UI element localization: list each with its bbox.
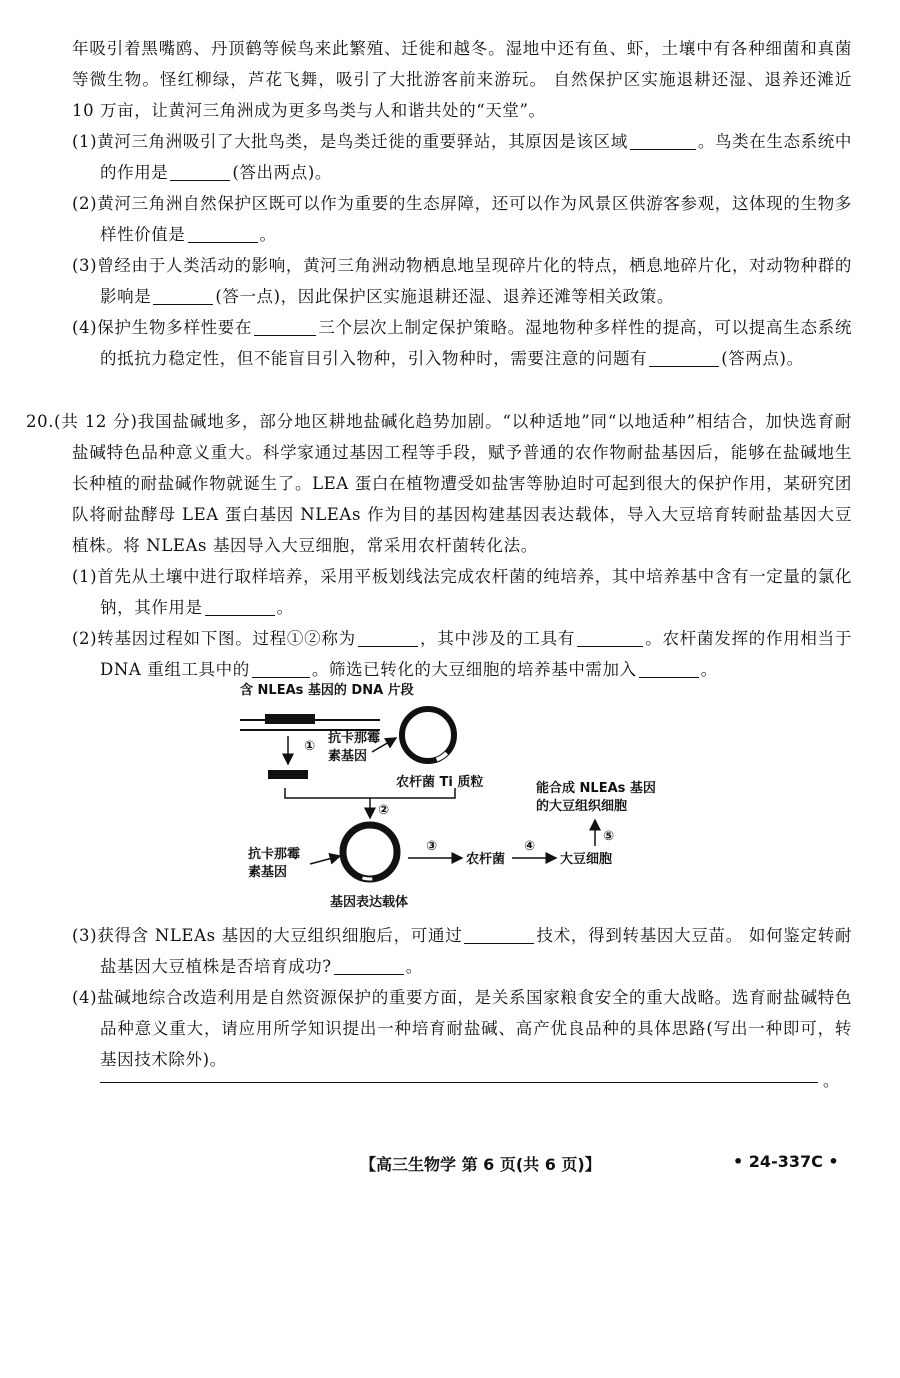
q19-sub4 <box>72 312 852 374</box>
answer-blank[interactable] <box>205 598 275 616</box>
q19-sub1-text-a: (1)黄河三角洲吸引了大批鸟类，是鸟类迁徙的重要驿站，其原因是该区域 <box>72 132 628 151</box>
q20-sub2-text-c: 。农杆菌发挥的作用相当于 DNA 重组工具中的 <box>100 629 852 679</box>
footer-page-info: 【高三生物学 第 6 页(共 6 页)】 <box>360 1155 601 1174</box>
q20-stem <box>26 406 852 561</box>
step4-marker: ④ <box>524 839 536 854</box>
q19-sub4-text-a: (4)保护生物多样性要在 <box>72 318 253 337</box>
answer-blank[interactable] <box>170 163 230 181</box>
expression-vector-icon <box>343 825 397 879</box>
answer-blank[interactable] <box>153 287 213 305</box>
agrobacterium-label: 农杆菌 <box>466 852 506 867</box>
step5-marker: ⑤ <box>603 829 615 844</box>
answer-blank[interactable] <box>188 225 258 243</box>
q19-sub1 <box>72 126 852 188</box>
answer-blank[interactable] <box>358 629 418 647</box>
q20-stem-text: 20.(共 12 分)我国盐碱地多，部分地区耕地盐碱化趋势加剧。“以种适地”同“以地适种”相结合，加快选育耐盐碱特色品种意义重大。科学家通过基因工程等手段，赋予普通的农作物耐盐基因后，能够在盐碱地生长种植的耐盐碱作物就诞生了。LEA 蛋白在植物遭受如盐害等胁迫时可起到很大的保护作用，某研究团队将耐盐酵母 LEA 蛋白基因 NLEAs 作为目的基因构建基因表达载体，导入大豆培育转耐盐基因大豆植株。将 NLEAs 基因导入大豆细胞，常采用农杆菌转化法。 <box>26 412 852 555</box>
step3-marker: ③ <box>426 839 438 854</box>
answer-blank[interactable] <box>252 660 310 678</box>
intro-text: 年吸引着黑嘴鸥、丹顶鹤等候鸟来此繁殖、迁徙和越冬。湿地中还有鱼、虾，土壤中有各种细菌和真菌等微生物。怪红柳绿，芦花飞舞，吸引了大批游客前来游玩。 自然保护区实施退耕还湿、退养还滩近 10 万亩，让黄河三角洲成为更多鸟类与人和谐共处的“天堂”。 <box>72 39 852 120</box>
q20-sub4 <box>72 982 852 1075</box>
q20-sub1-text-a: (1)首先从土壤中进行取样培养，采用平板划线法完成农杆菌的纯培养，其中培养基中含有一定量的氯化钠，其作用是 <box>72 567 852 617</box>
answer-blank[interactable] <box>577 629 643 647</box>
answer-blank[interactable] <box>639 660 699 678</box>
step2-marker: ② <box>378 803 390 818</box>
q19-sub2-text-a: (2)黄河三角洲自然保护区既可以作为重要的生态屏障，还可以作为风景区供游客参观，这体现的生物多样性价值是 <box>72 194 852 244</box>
dna-fragment-label: 含 NLEAs 基因的 DNA 片段 <box>240 683 414 698</box>
expression-vector-label: 基因表达载体 <box>330 895 409 910</box>
q20-sub3-text-a: (3)获得含 NLEAs 基因的大豆组织细胞后，可通过 <box>72 926 463 945</box>
q20-sub2 <box>72 623 852 685</box>
q20-sub1-text-b: 。 <box>276 598 294 617</box>
q20-sub3 <box>72 920 852 982</box>
q19-sub3-text-a: (3)曾经由于人类活动的影响，黄河三角洲动物栖息地呈现碎片化的特点，栖息地碎片化，对动物种群的影响是 <box>72 256 852 306</box>
transgenic-process-diagram <box>200 680 680 915</box>
answer-blank[interactable] <box>254 318 316 336</box>
q20-sub2-text-e: 。 <box>700 660 718 679</box>
q20-sub3-text-c: 。 <box>405 957 423 976</box>
nleas-gene-block <box>265 714 315 724</box>
q20-sub1 <box>72 561 852 623</box>
q19-sub3-text-b: (答一点)，因此保护区实施退耕还湿、退养还滩等相关政策。 <box>215 287 674 306</box>
q20-sub2-text-b: ，其中涉及的工具有 <box>419 629 576 648</box>
q19-sub2 <box>72 188 852 250</box>
kanamycin-pointer-2 <box>310 856 340 864</box>
q19-sub2-text-b: 。 <box>259 225 277 244</box>
q20-sub3-text-b: 技术，得到转基因大豆苗。 如何鉴定转耐盐基因大豆植株是否培育成功? <box>100 926 852 976</box>
footer-exam-code: • 24-337C • <box>733 1152 839 1171</box>
result-label-a: 能合成 NLEAs 基因 <box>536 781 656 796</box>
q20-sub2-text-d: 。筛选已转化的大豆细胞的培养基中需加入 <box>311 660 637 679</box>
q20-sub4-end: 。 <box>823 1071 840 1090</box>
q19-sub1-text-b: 。鸟类在生态系统中的作用是 <box>100 132 852 182</box>
q19-sub4-text-c: (答两点)。 <box>721 349 804 368</box>
intro-paragraph <box>72 33 852 126</box>
answer-blank[interactable] <box>334 957 404 975</box>
q19-sub1-text-c: (答出两点)。 <box>232 163 332 182</box>
kanamycin-gene-label-2b: 素基因 <box>248 865 288 880</box>
q20-sub4-text: (4)盐碱地综合改造利用是自然资源保护的重要方面，是关系国家粮食安全的重大战略。选育耐盐碱特色品种意义重大，请应用所学知识提出一种培育耐盐碱、高产优良品种的具体思路(写出一种即可，转基因技术除外)。 <box>72 988 852 1069</box>
q20-sub2-text-a: (2)转基因过程如下图。过程①②称为 <box>72 629 356 648</box>
soybean-cell-label: 大豆细胞 <box>560 852 613 867</box>
answer-blank[interactable] <box>649 349 719 367</box>
cut-gene-fragment <box>268 770 308 779</box>
q20-sub4-answer-line[interactable] <box>100 1082 818 1083</box>
result-label-b: 的大豆组织细胞 <box>536 799 628 814</box>
q19-sub3 <box>72 250 852 312</box>
q19-sub4-text-b: 三个层次上制定保护策略。湿地物种多样性的提高，可以提高生态系统的抵抗力稳定性，但不能盲目引入物种，引入物种时，需要注意的问题有 <box>100 318 852 368</box>
kanamycin-gene-label-1a: 抗卡那霉 <box>328 731 381 746</box>
kanamycin-gene-label-2a: 抗卡那霉 <box>248 847 301 862</box>
step1-marker: ① <box>304 739 316 754</box>
answer-blank[interactable] <box>630 132 696 150</box>
ti-plasmid-label: 农杆菌 Ti 质粒 <box>396 775 484 790</box>
kanamycin-gene-label-1b: 素基因 <box>328 749 368 764</box>
answer-blank[interactable] <box>464 926 534 944</box>
